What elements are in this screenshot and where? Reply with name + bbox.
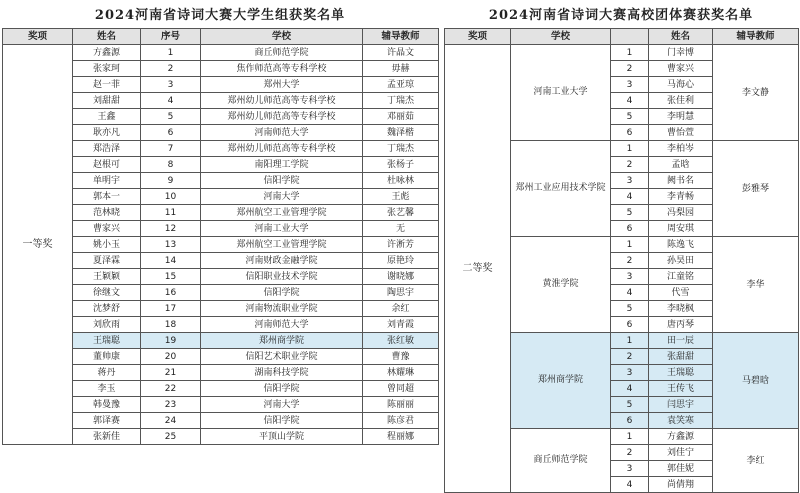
teacher-name: 毋赫 [363,61,439,77]
teacher-name: 许晶文 [363,45,439,61]
team-title: 2024河南省诗词大赛高校团体赛获奖名单 [488,8,754,23]
member-number: 6 [611,413,649,429]
teacher-name: 丁瑞杰 [363,141,439,157]
teacher-name: 张杨子 [363,157,439,173]
member-name: 孙昊田 [649,253,713,269]
student-name: 刘甜甜 [73,93,141,109]
row-number: 13 [141,237,201,253]
team-award-panel [444,0,798,493]
member-name: 李明慧 [649,109,713,125]
individual-award-panel [2,0,438,445]
team-school-name: 郑州工业应用技术学院 [511,141,611,237]
member-number: 1 [611,333,649,349]
member-name: 孟晗 [649,157,713,173]
school-name: 信阳艺术职业学院 [201,349,363,365]
teacher-name: 张红敏 [363,333,439,349]
member-name: 曹家兴 [649,61,713,77]
header-blank [611,29,649,45]
teacher-name: 无 [363,221,439,237]
header-school: 学校 [511,29,611,45]
member-name: 陈逸飞 [649,237,713,253]
row-number: 14 [141,253,201,269]
table-row [445,45,799,61]
school-name: 郑州幼儿师范高等专科学校 [201,141,363,157]
header-school: 学校 [201,29,363,45]
member-number: 2 [611,61,649,77]
school-name: 河南师范大学 [201,317,363,333]
student-name: 单明宇 [73,173,141,189]
individual-title: 2024河南省诗词大赛大学生组获奖名单 [94,8,346,23]
row-number: 20 [141,349,201,365]
teacher-name: 魏泽楷 [363,125,439,141]
member-name: 李晓枫 [649,301,713,317]
table-row [3,45,439,61]
member-number: 5 [611,109,649,125]
member-number: 2 [611,253,649,269]
team-teacher-name: 李文静 [713,45,799,141]
student-name: 沈梦舒 [73,301,141,317]
member-name: 张甜甜 [649,349,713,365]
member-name: 李柏岑 [649,141,713,157]
school-name: 郑州航空工业管理学院 [201,237,363,253]
teacher-name: 曹豫 [363,349,439,365]
teacher-name: 原艳玲 [363,253,439,269]
student-name: 张新佳 [73,429,141,445]
row-number: 9 [141,173,201,189]
row-number: 15 [141,269,201,285]
student-name: 赵根可 [73,157,141,173]
school-name: 信阳学院 [201,413,363,429]
member-number: 1 [611,45,649,61]
student-name: 郭本一 [73,189,141,205]
member-name: 尚倩翔 [649,477,713,493]
member-number: 4 [611,285,649,301]
row-number: 7 [141,141,201,157]
school-name: 河南物流职业学院 [201,301,363,317]
member-name: 李青畅 [649,189,713,205]
school-name: 河南财政金融学院 [201,253,363,269]
member-number: 3 [611,173,649,189]
teacher-name: 林耀琳 [363,365,439,381]
individual-award-table [2,28,439,445]
teacher-name: 张艺馨 [363,205,439,221]
teacher-name: 邓丽茹 [363,109,439,125]
member-name: 田一辰 [649,333,713,349]
award-level-cell: 一等奖 [3,45,73,445]
student-name: 耿亦凡 [73,125,141,141]
team-school-name: 郑州商学院 [511,333,611,429]
student-name: 徐继文 [73,285,141,301]
member-number: 3 [611,365,649,381]
school-name: 信阳职业技术学院 [201,269,363,285]
team-teacher-name: 彭雅琴 [713,141,799,237]
student-name: 刘欣雨 [73,317,141,333]
student-name: 张家珂 [73,61,141,77]
student-name: 方鑫源 [73,45,141,61]
member-number: 1 [611,237,649,253]
member-number: 5 [611,301,649,317]
member-name: 方鑫源 [649,429,713,445]
teacher-name: 杜咏林 [363,173,439,189]
student-name: 王瑞聪 [73,333,141,349]
school-name: 信阳学院 [201,285,363,301]
student-name: 李玉 [73,381,141,397]
student-name: 范林晓 [73,205,141,221]
member-number: 5 [611,397,649,413]
school-name: 郑州幼儿师范高等专科学校 [201,109,363,125]
teacher-name: 陶思宇 [363,285,439,301]
member-name: 江童铭 [649,269,713,285]
member-number: 2 [611,349,649,365]
team-header-row [445,29,799,45]
row-number: 6 [141,125,201,141]
teacher-name: 刘青霞 [363,317,439,333]
student-name: 董帅康 [73,349,141,365]
header-teacher: 辅导教师 [713,29,799,45]
school-name: 郑州商学院 [201,333,363,349]
member-number: 3 [611,269,649,285]
row-number: 2 [141,61,201,77]
student-name: 郭译赛 [73,413,141,429]
award-level-cell: 二等奖 [445,45,511,493]
student-name: 王颖颖 [73,269,141,285]
header-number: 序号 [141,29,201,45]
row-number: 11 [141,205,201,221]
row-number: 21 [141,365,201,381]
member-name: 马海心 [649,77,713,93]
row-number: 1 [141,45,201,61]
row-number: 4 [141,93,201,109]
member-name: 门幸博 [649,45,713,61]
teacher-name: 曾同超 [363,381,439,397]
teacher-name: 陈彦君 [363,413,439,429]
school-name: 河南大学 [201,189,363,205]
member-name: 王传飞 [649,381,713,397]
member-name: 郭佳妮 [649,461,713,477]
school-name: 郑州幼儿师范高等专科学校 [201,93,363,109]
row-number: 25 [141,429,201,445]
school-name: 平顶山学院 [201,429,363,445]
school-name: 南阳理工学院 [201,157,363,173]
member-number: 2 [611,445,649,461]
team-school-name: 黄淮学院 [511,237,611,333]
school-name: 河南师范大学 [201,125,363,141]
teacher-name: 程丽娜 [363,429,439,445]
student-name: 王鑫 [73,109,141,125]
team-award-table [444,28,799,493]
student-name: 曹家兴 [73,221,141,237]
header-teacher: 辅导教师 [363,29,439,45]
member-number: 6 [611,125,649,141]
teacher-name: 丁瑞杰 [363,93,439,109]
student-name: 郑浩泽 [73,141,141,157]
member-number: 4 [611,189,649,205]
row-number: 22 [141,381,201,397]
member-name: 张佳利 [649,93,713,109]
member-number: 3 [611,461,649,477]
individual-header-row [3,29,439,45]
member-name: 王瑞聪 [649,365,713,381]
school-name: 信阳学院 [201,381,363,397]
student-name: 姚小玉 [73,237,141,253]
row-number: 17 [141,301,201,317]
team-teacher-name: 李华 [713,237,799,333]
row-number: 12 [141,221,201,237]
school-name: 河南工业大学 [201,221,363,237]
school-name: 信阳学院 [201,173,363,189]
member-name: 唐丙琴 [649,317,713,333]
member-number: 1 [611,141,649,157]
student-name: 夏泽霖 [73,253,141,269]
teacher-name: 孟亚琼 [363,77,439,93]
member-number: 1 [611,429,649,445]
member-name: 冯梨园 [649,205,713,221]
row-number: 10 [141,189,201,205]
team-teacher-name: 李红 [713,429,799,493]
row-number: 19 [141,333,201,349]
header-name: 姓名 [649,29,713,45]
member-name: 阙书名 [649,173,713,189]
member-number: 4 [611,93,649,109]
row-number: 8 [141,157,201,173]
member-name: 曹怡萱 [649,125,713,141]
teacher-name: 陈丽丽 [363,397,439,413]
school-name: 郑州大学 [201,77,363,93]
team-teacher-name: 马碧晗 [713,333,799,429]
row-number: 3 [141,77,201,93]
row-number: 16 [141,285,201,301]
student-name: 蒋丹 [73,365,141,381]
teacher-name: 谢晓娜 [363,269,439,285]
student-name: 韩曼豫 [73,397,141,413]
school-name: 河南大学 [201,397,363,413]
member-number: 5 [611,205,649,221]
member-number: 4 [611,477,649,493]
member-name: 闫思宇 [649,397,713,413]
row-number: 24 [141,413,201,429]
member-number: 3 [611,77,649,93]
row-number: 18 [141,317,201,333]
team-school-name: 商丘师范学院 [511,429,611,493]
header-award: 奖项 [3,29,73,45]
header-name: 姓名 [73,29,141,45]
school-name: 焦作师范高等专科学校 [201,61,363,77]
teacher-name: 许淅芳 [363,237,439,253]
school-name: 郑州航空工业管理学院 [201,205,363,221]
member-number: 6 [611,221,649,237]
row-number: 5 [141,109,201,125]
school-name: 商丘师范学院 [201,45,363,61]
member-name: 代雪 [649,285,713,301]
member-number: 6 [611,317,649,333]
member-name: 周安琪 [649,221,713,237]
student-name: 赵一菲 [73,77,141,93]
teacher-name: 余红 [363,301,439,317]
team-school-name: 河南工业大学 [511,45,611,141]
member-number: 4 [611,381,649,397]
member-name: 刘佳宁 [649,445,713,461]
teacher-name: 王彪 [363,189,439,205]
header-award: 奖项 [445,29,511,45]
row-number: 23 [141,397,201,413]
member-name: 袁笑寒 [649,413,713,429]
school-name: 湖南科技学院 [201,365,363,381]
member-number: 2 [611,157,649,173]
